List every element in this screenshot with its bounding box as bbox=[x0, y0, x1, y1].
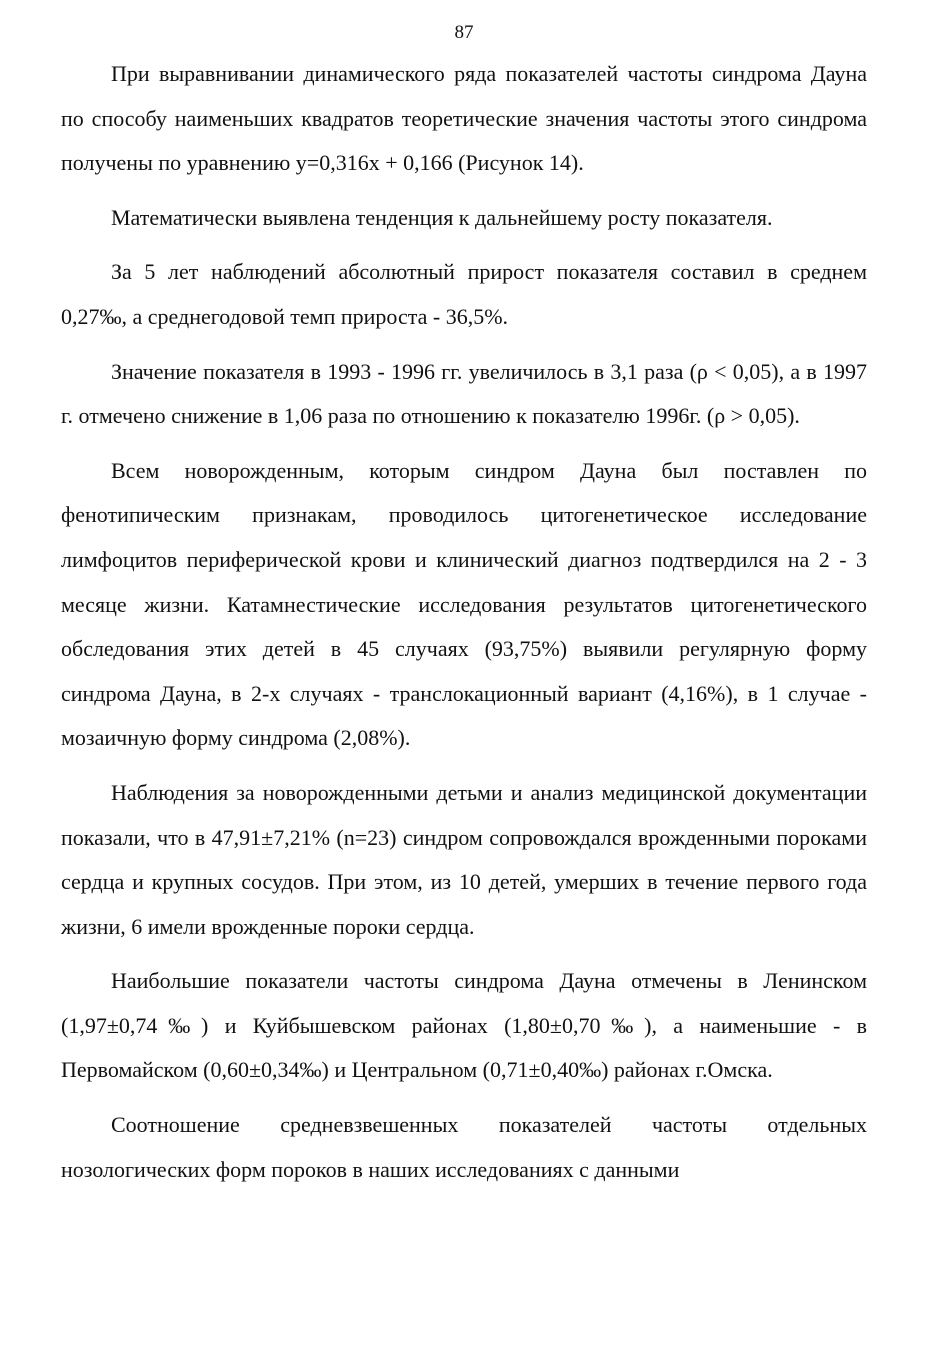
paragraph-district-rates: Наибольшие показатели частоты синдрома Дауна отмечены в Ленинском (1,97±0,74‰) и Куйбышевском районах (1,80±0,70‰), а наименьшие - в Первомайском (0,60±0,34‰) и Центральном (0,71±0,40‰) районах г.Омска. bbox=[61, 968, 867, 1083]
paragraph-indicator-change: Значение показателя в 1993 - 1996 гг. увеличилось в 3,1 раза (ρ < 0,05), а в 1997 г. отмечено снижение в 1,06 раза по отношению к показателю 1996г. (ρ > 0,05). bbox=[61, 358, 867, 429]
paragraph-absolute-growth: За 5 лет наблюдений абсолютный прирост показателя составил в среднем 0,27‰, а среднегодовой темп прироста - 36,5%. bbox=[61, 259, 867, 329]
document-body bbox=[61, 52, 867, 1192]
paragraph-comparison: Соотношение средневзвешенных показателей частоты отдельных нозологических форм пороков в наших исследованиях с данными bbox=[61, 1112, 867, 1182]
page-number: 87 bbox=[454, 22, 474, 43]
paragraph-heart-defects: Наблюдения за новорожденными детьми и анализ медицинской документации показали, что в 47,91±7,21% (n=23) синдром сопровождался врожденными пороками сердца и крупных сосудов. При этом, из 10 детей, умерших в течение первого года жизни, 6 имели врожденные пороки сердца. bbox=[61, 779, 867, 939]
paragraph-trend: Математически выявлена тенденция к дальнейшему росту показателя. bbox=[111, 204, 773, 230]
paragraph-regression-equation: При выравнивании динамического ряда показателей частоты синдрома Дауна по способу наименьших квадратов теоретические значения частоты этого синдрома получены по уравнению y=0,316x + 0,166 (Рисунок 14). bbox=[61, 61, 867, 176]
paragraph-cytogenetic-study: Всем новорожденным, которым синдром Дауна был поставлен по фенотипическим признакам, проводилось цитогенетическое исследование лимфоцитов периферической крови и клинический диагноз подтвердился на 2 - 3 месяце жизни. Катамнестические исследования результатов цитогенетического обследования этих детей в 45 случаях (93,75%) выявили регулярную форму синдрома Дауна, в 2-х случаях - транслокационный вариант (4,16%), в 1 случае - мозаичную форму синдрома (2,08%). bbox=[61, 457, 867, 751]
